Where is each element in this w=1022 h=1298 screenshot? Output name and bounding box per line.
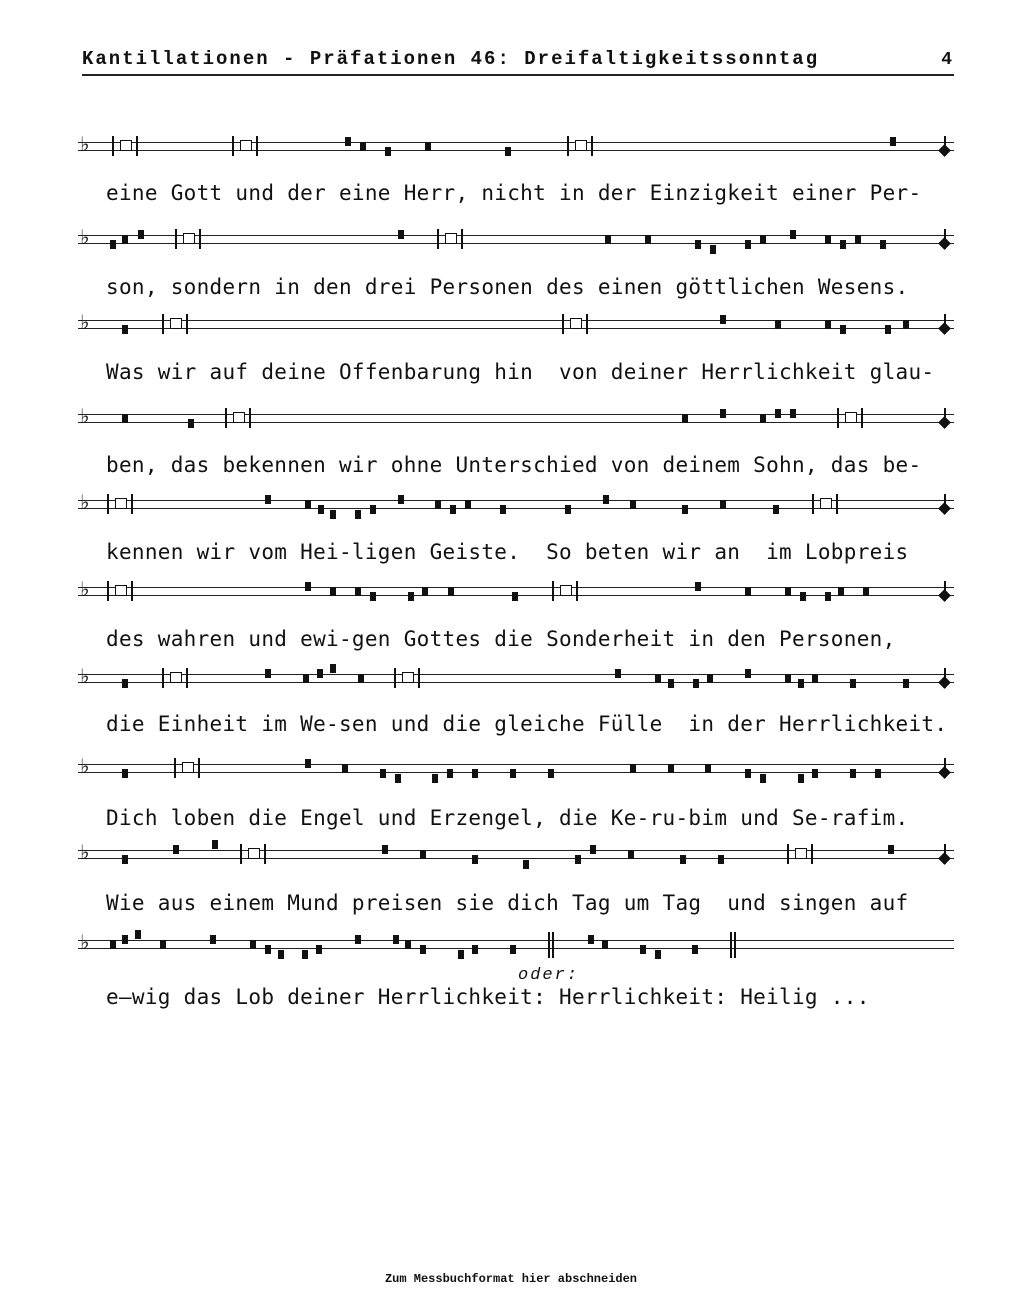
bar-line	[836, 494, 838, 514]
bar-line	[812, 494, 814, 514]
staff-line	[78, 422, 954, 423]
staff	[78, 490, 954, 518]
reciting-tone-box	[820, 498, 832, 509]
neume-note	[718, 855, 724, 864]
neume-note	[800, 592, 806, 601]
neume-note	[798, 774, 804, 783]
staff-line	[78, 850, 954, 851]
neume-note	[682, 505, 688, 514]
neume-note	[668, 764, 674, 773]
staff-line	[78, 858, 954, 859]
neume-note	[435, 500, 441, 509]
neume-note	[775, 409, 781, 418]
flat-clef-icon: ♭	[80, 132, 90, 156]
neume-note	[302, 950, 308, 959]
bar-line	[186, 668, 188, 688]
neume-note	[523, 860, 529, 869]
neume-note	[548, 769, 554, 778]
neume-note	[188, 419, 194, 428]
neume-note	[745, 240, 751, 249]
neume-note	[695, 582, 701, 591]
neume-note	[692, 945, 698, 954]
neume-note	[603, 495, 609, 504]
neume-note	[790, 409, 796, 418]
neume-note	[885, 325, 891, 334]
lyric-line: Dich loben die Engel und Erzengel, die Ke-ru-bim und Se-rafim.	[106, 806, 909, 830]
bar-line	[562, 314, 564, 334]
neume-note	[405, 940, 411, 949]
neume-note	[773, 505, 779, 514]
staff	[78, 404, 954, 432]
neume-note	[668, 679, 674, 688]
staff	[78, 132, 954, 160]
neume-note	[745, 587, 751, 596]
neume-note	[745, 669, 751, 678]
neume-note	[838, 587, 844, 596]
neume-note	[760, 774, 766, 783]
flat-clef-icon: ♭	[80, 664, 90, 688]
neume-note	[825, 235, 831, 244]
neume-note	[605, 235, 611, 244]
bar-line	[232, 136, 234, 156]
staff-line	[78, 414, 954, 415]
neume-note	[710, 245, 716, 254]
neume-note	[138, 230, 144, 239]
neume-note	[380, 769, 386, 778]
neume-note	[760, 414, 766, 423]
neume-note	[840, 240, 846, 249]
cut-line-note: Zum Messbuchformat hier abschneiden	[384, 1272, 638, 1286]
neume-note	[760, 235, 766, 244]
staff-line	[78, 587, 954, 588]
neume-note	[615, 669, 621, 678]
neume-note	[720, 409, 726, 418]
neume-note	[398, 495, 404, 504]
neume-note	[840, 325, 846, 334]
neume-note	[398, 230, 404, 239]
bar-line	[394, 668, 396, 688]
staff	[78, 930, 954, 958]
end-mark-icon	[938, 589, 951, 602]
neume-note	[305, 582, 311, 591]
neume-note	[135, 930, 141, 939]
bar-line	[225, 408, 227, 428]
bar-line	[107, 581, 109, 601]
lyric-line: Wie aus einem Mund preisen sie dich Tag um Tag und singen auf	[106, 891, 909, 915]
staff	[78, 840, 954, 868]
neume-note	[370, 592, 376, 601]
staff	[78, 310, 954, 338]
neume-note	[330, 510, 336, 519]
neume-note	[122, 235, 128, 244]
flat-clef-icon: ♭	[80, 754, 90, 778]
reciting-tone-box	[120, 140, 132, 151]
staff	[78, 577, 954, 605]
bar-line	[131, 494, 133, 514]
neume-note	[630, 500, 636, 509]
bar-line	[175, 229, 177, 249]
neume-note	[888, 845, 894, 854]
bar-line	[437, 229, 439, 249]
reciting-tone-box	[560, 585, 572, 596]
reciting-tone-box	[795, 848, 807, 859]
neume-note	[110, 940, 116, 949]
neume-note	[122, 855, 128, 864]
end-mark-icon	[938, 502, 951, 515]
staff-line	[78, 243, 954, 244]
neume-note	[278, 950, 284, 959]
lyric-line: kennen wir vom Hei-ligen Geiste. So beten wir an im Lobpreis	[106, 540, 909, 564]
page-title: Kantillationen - Präfationen 46: Dreifaltigkeitssonntag	[82, 48, 820, 70]
staff	[78, 225, 954, 253]
neume-note	[420, 850, 426, 859]
neume-note	[330, 664, 336, 673]
bar-line	[591, 136, 593, 156]
neume-note	[382, 845, 388, 854]
double-bar-line	[730, 932, 732, 958]
bar-line	[199, 229, 201, 249]
neume-note	[655, 674, 661, 683]
staff-line	[78, 948, 954, 949]
neume-note	[160, 940, 166, 949]
flat-clef-icon: ♭	[80, 577, 90, 601]
bar-line	[174, 758, 176, 778]
bar-line	[552, 581, 554, 601]
reciting-tone-box	[183, 233, 195, 244]
reciting-tone-box	[233, 412, 245, 423]
neume-note	[317, 669, 323, 678]
bar-line	[131, 581, 133, 601]
neume-note	[890, 137, 896, 146]
bar-line	[162, 314, 164, 334]
flat-clef-icon: ♭	[80, 310, 90, 334]
neume-note	[355, 510, 361, 519]
neume-note	[173, 845, 179, 854]
bar-line	[136, 136, 138, 156]
end-mark-icon	[938, 416, 951, 429]
bar-line	[162, 668, 164, 688]
reciting-tone-box	[240, 140, 252, 151]
neume-note	[458, 950, 464, 959]
double-bar-line	[548, 932, 550, 958]
neume-note	[250, 940, 256, 949]
reciting-tone-box	[445, 233, 457, 244]
neume-note	[510, 945, 516, 954]
staff-line	[78, 150, 954, 151]
staff-line	[78, 674, 954, 675]
neume-note	[512, 592, 518, 601]
bar-line	[787, 844, 789, 864]
bar-line	[586, 314, 588, 334]
flat-clef-icon: ♭	[80, 225, 90, 249]
end-mark-icon	[938, 144, 951, 157]
neume-note	[640, 945, 646, 954]
reciting-tone-box	[115, 498, 127, 509]
neume-note	[510, 769, 516, 778]
neume-note	[875, 769, 881, 778]
neume-note	[210, 935, 216, 944]
lyric-line: des wahren und ewi-gen Gottes die Sonderheit in den Personen,	[106, 627, 896, 651]
neume-note	[393, 935, 399, 944]
neume-note	[425, 142, 431, 151]
neume-note	[303, 674, 309, 683]
neume-note	[355, 587, 361, 596]
neume-note	[122, 414, 128, 423]
flat-clef-icon: ♭	[80, 404, 90, 428]
oder-annotation: oder:	[518, 966, 580, 985]
neume-note	[863, 587, 869, 596]
neume-note	[812, 769, 818, 778]
reciting-tone-box	[570, 318, 582, 329]
neume-note	[122, 935, 128, 944]
neume-note	[330, 587, 336, 596]
bar-line	[567, 136, 569, 156]
end-mark-icon	[938, 676, 951, 689]
neume-note	[575, 855, 581, 864]
staff-line	[78, 235, 954, 236]
neume-note	[680, 855, 686, 864]
neume-note	[695, 240, 701, 249]
neume-note	[450, 505, 456, 514]
neume-note	[465, 500, 471, 509]
neume-note	[682, 414, 688, 423]
neume-note	[265, 945, 271, 954]
neume-note	[122, 325, 128, 334]
end-mark-icon	[938, 766, 951, 779]
bar-line	[107, 494, 109, 514]
reciting-tone-box	[845, 412, 857, 423]
end-mark-icon	[938, 237, 951, 250]
bar-line	[249, 408, 251, 428]
end-mark-icon	[938, 852, 951, 865]
neume-note	[345, 137, 351, 146]
neume-note	[122, 769, 128, 778]
bar-line	[811, 844, 813, 864]
reciting-tone-box	[402, 672, 414, 683]
neume-note	[855, 235, 861, 244]
neume-note	[720, 315, 726, 324]
page-header	[82, 44, 954, 76]
neume-note	[305, 759, 311, 768]
neume-note	[790, 230, 796, 239]
staff-line	[78, 772, 954, 773]
lyric-line: ben, das bekennen wir ohne Unterschied von deinem Sohn, das be-	[106, 453, 922, 477]
bar-line	[198, 758, 200, 778]
neume-note	[265, 495, 271, 504]
neume-note	[785, 674, 791, 683]
neume-note	[447, 769, 453, 778]
end-mark-icon	[938, 322, 951, 335]
staff-line	[78, 142, 954, 143]
neume-note	[630, 764, 636, 773]
page-number: 4	[941, 50, 952, 70]
neume-note	[825, 592, 831, 601]
neume-note	[265, 669, 271, 678]
neume-note	[472, 769, 478, 778]
neume-note	[212, 840, 218, 849]
flat-clef-icon: ♭	[80, 490, 90, 514]
staff-line	[78, 682, 954, 683]
neume-note	[645, 235, 651, 244]
neume-note	[903, 320, 909, 329]
neume-note	[850, 679, 856, 688]
bar-line	[576, 581, 578, 601]
neume-note	[707, 674, 713, 683]
neume-note	[565, 505, 571, 514]
neume-note	[655, 950, 661, 959]
staff	[78, 664, 954, 692]
reciting-tone-box	[115, 585, 127, 596]
staff-line	[78, 764, 954, 765]
neume-note	[903, 679, 909, 688]
neume-note	[342, 764, 348, 773]
neume-note	[693, 679, 699, 688]
neume-note	[775, 320, 781, 329]
flat-clef-icon: ♭	[80, 840, 90, 864]
bar-line	[112, 136, 114, 156]
bar-line	[461, 229, 463, 249]
neume-note	[110, 240, 116, 249]
bar-line	[264, 844, 266, 864]
neume-note	[500, 505, 506, 514]
neume-note	[472, 855, 478, 864]
neume-note	[316, 945, 322, 954]
neume-note	[850, 769, 856, 778]
reciting-tone-box	[170, 318, 182, 329]
bar-line	[861, 408, 863, 428]
neume-note	[432, 774, 438, 783]
reciting-tone-box	[182, 762, 194, 773]
reciting-tone-box	[248, 848, 260, 859]
lyric-line: e—wig das Lob deiner Herrlichkeit: Herrlichkeit: Heilig ...	[106, 985, 870, 1009]
neume-note	[505, 147, 511, 156]
lyric-line: die Einheit im We-sen und die gleiche Fülle in der Herrlichkeit.	[106, 712, 948, 736]
double-bar-line	[552, 932, 554, 958]
bar-line	[256, 136, 258, 156]
neume-note	[602, 940, 608, 949]
neume-note	[720, 500, 726, 509]
neume-note	[472, 945, 478, 954]
double-bar-line	[734, 932, 736, 958]
neume-note	[370, 505, 376, 514]
neume-note	[305, 500, 311, 509]
neume-note	[385, 147, 391, 156]
bar-line	[418, 668, 420, 688]
reciting-tone-box	[575, 140, 587, 151]
neume-note	[880, 240, 886, 249]
neume-note	[448, 587, 454, 596]
neume-note	[360, 142, 366, 151]
bar-line	[240, 844, 242, 864]
staff-line	[78, 328, 954, 329]
staff	[78, 754, 954, 782]
neume-note	[590, 845, 596, 854]
neume-note	[798, 679, 804, 688]
neume-note	[825, 320, 831, 329]
lyric-line: Was wir auf deine Offenbarung hin von deiner Herrlichkeit glau-	[106, 360, 935, 384]
neume-note	[628, 850, 634, 859]
neume-note	[420, 945, 426, 954]
flat-clef-icon: ♭	[80, 930, 90, 954]
neume-note	[588, 935, 594, 944]
neume-note	[745, 769, 751, 778]
neume-note	[122, 679, 128, 688]
neume-note	[422, 587, 428, 596]
staff-line	[78, 320, 954, 321]
neume-note	[395, 774, 401, 783]
reciting-tone-box	[170, 672, 182, 683]
neume-note	[812, 674, 818, 683]
neume-note	[358, 674, 364, 683]
bar-line	[837, 408, 839, 428]
bar-line	[186, 314, 188, 334]
neume-note	[408, 592, 414, 601]
lyric-line: eine Gott und der eine Herr, nicht in der Einzigkeit einer Per-	[106, 181, 922, 205]
neume-note	[355, 935, 361, 944]
neume-note	[705, 764, 711, 773]
lyric-line: son, sondern in den drei Personen des einen göttlichen Wesens.	[106, 275, 909, 299]
neume-note	[318, 505, 324, 514]
neume-note	[785, 587, 791, 596]
